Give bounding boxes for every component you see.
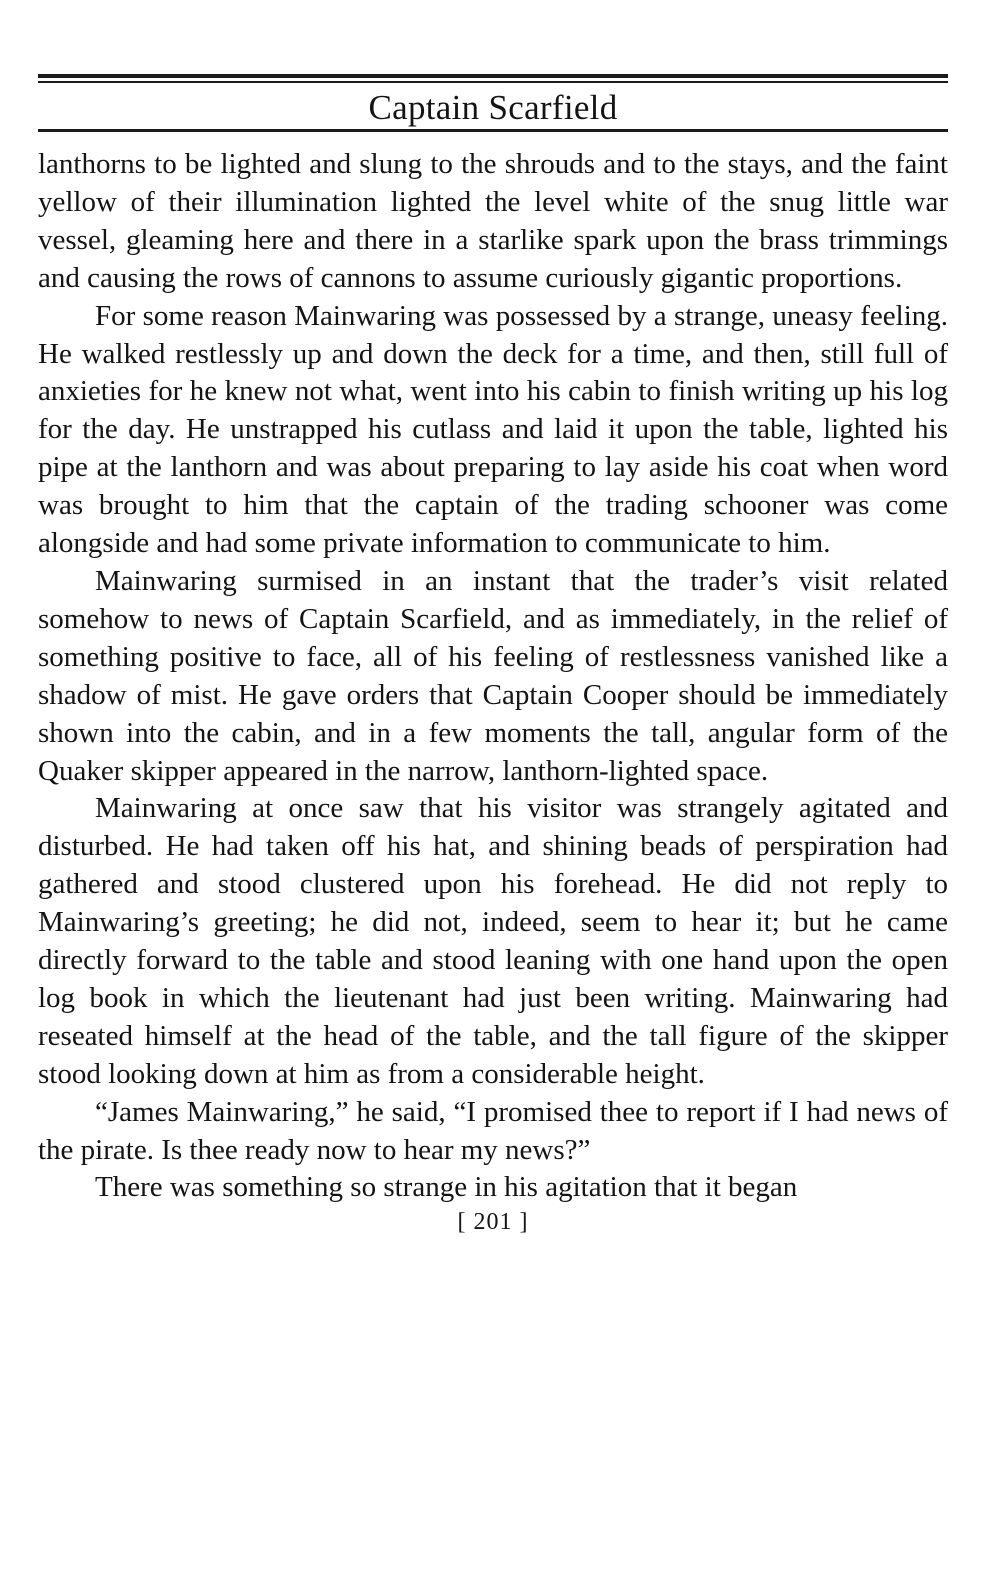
running-head: Captain Scarfield bbox=[368, 88, 618, 127]
header-rule-second bbox=[38, 81, 948, 83]
body-text bbox=[38, 146, 948, 1207]
book-page bbox=[38, 74, 948, 1237]
paragraph: There was something so strange in his agitation that it began bbox=[95, 1171, 798, 1204]
header-rule-bottom bbox=[38, 129, 948, 132]
header-rule-top bbox=[38, 74, 948, 78]
paragraph: Mainwaring at once saw that his visitor was strangely agitated and disturbed. He had taken off his hat, and shining beads of perspiration had gathered and stood clustered upon his forehead. He did not reply to Mainwaring’s greeting; he did not, indeed, seem to hear it; but he came directly forward to the table and stood leaning with one hand upon the open log book in which the lieutenant had just been writing. Mainwaring had reseated himself at the head of the table, and the tall figure of the skipper stood looking down at him as from a considerable height. bbox=[38, 792, 948, 1090]
paragraph: For some reason Mainwaring was possessed by a strange, uneasy feeling. He walked restlessly up and down the deck for a time, and then, still full of anxieties for he knew not what, went into his cabin to finish writing up his log for the day. He unstrapped his cutlass and laid it upon the table, lighted his pipe at the lanthorn and was about preparing to lay aside his coat when word was brought to him that the captain of the trading schooner was come alongside and had some private information to communicate to him. bbox=[38, 299, 948, 560]
paragraph-continued: lanthorns to be lighted and slung to the shrouds and to the stays, and the faint yellow of their illumination lighted the level white of the snug little war vessel, gleaming here and there in a starlike spark upon the brass trimmings and causing the rows of cannons to assume curiously gigantic proportions. bbox=[38, 148, 948, 294]
paragraph: “James Mainwaring,” he said, “I promised thee to report if I had news of the pirate. Is thee ready now to hear my news?” bbox=[38, 1095, 948, 1166]
page-number: [ 201 ] bbox=[457, 1209, 529, 1236]
paragraph: Mainwaring surmised in an instant that the trader’s visit related somehow to news of Captain Scarfield, and as immediately, in the relief of something positive to face, all of his feeling of restlessness vanished like a shadow of mist. He gave orders that Captain Cooper should be immediately shown into the cabin, and in a few moments the tall, angular form of the Quaker skipper appeared in the narrow, lanthorn-lighted space. bbox=[38, 564, 948, 787]
